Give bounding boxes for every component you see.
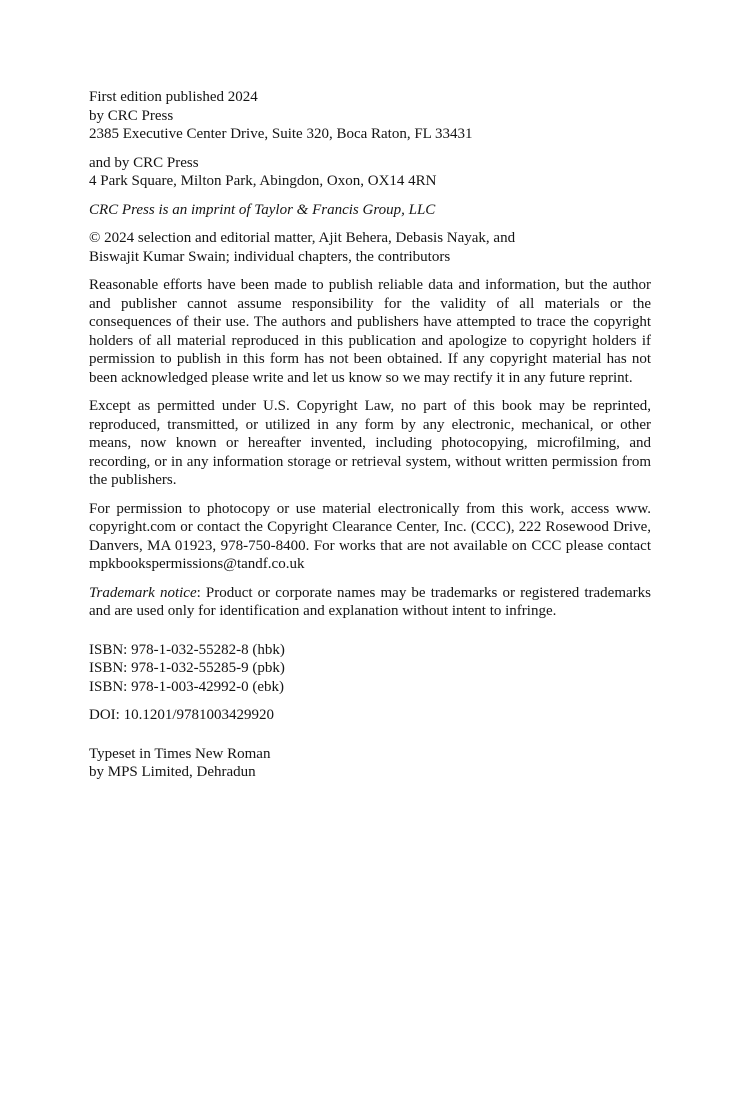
permissions-paragraph: For permission to photocopy or use material electronically from this work, access www. copyright.com or contact the Copyright Clearance Center, Inc. (CCC), 222 Rosewood Drive, Danvers, MA 01923, 978-750-8400. For works that are not available on CCC please contact mpkbookspermissions@tandf.co.uk bbox=[89, 500, 651, 572]
disclaimer-paragraph: Reasonable efforts have been made to publish reliable data and information, but the author and publisher cannot assume responsibility for the validity of all materials or the consequences of their use. The authors and publishers have attempted to trace the copyright holders of all material reproduced in this publication and apologize to copyright holders if permission to publish in this form has not been obtained. If any copyright material has not been acknowledged please write and let us know so we may rectify it in any future reprint. bbox=[89, 277, 651, 386]
trademark-label: Trademark notice bbox=[89, 584, 197, 601]
imprint-statement: CRC Press is an imprint of Taylor & Francis Group, LLC bbox=[89, 201, 436, 218]
publisher-address: 2385 Executive Center Drive, Suite 320, Boca Raton, FL 33431 bbox=[89, 126, 473, 142]
second-publisher-address: 4 Park Square, Milton Park, Abingdon, Oxon, OX14 4RN bbox=[89, 173, 437, 189]
isbn-list bbox=[89, 641, 651, 697]
publisher-line: by CRC Press bbox=[89, 107, 174, 124]
second-publisher-line: and by CRC Press bbox=[89, 154, 199, 171]
typeset-line-1: Typeset in Times New Roman bbox=[89, 745, 271, 762]
isbn-pbk: ISBN: 978-1-032-55285-9 (pbk) bbox=[89, 660, 285, 676]
isbn-hbk: ISBN: 978-1-032-55282-8 (hbk) bbox=[89, 641, 285, 658]
copyright-statement bbox=[89, 229, 651, 266]
copyright-law-paragraph: Except as permitted under U.S. Copyright Law, no part of this book may be reprinted, reproduced, transmitted, or utilized in any form by any electronic, mechanical, or other means, now known or hereafter invented, including photocopying, microfilming, and recording, or in any information storage or retrieval system, without written permission from the publishers. bbox=[89, 398, 651, 488]
typeset-line-2: by MPS Limited, Dehradun bbox=[89, 764, 256, 780]
isbn-ebk: ISBN: 978-1-003-42992-0 (ebk) bbox=[89, 678, 284, 695]
typeset-info bbox=[89, 745, 651, 782]
second-publisher-info bbox=[89, 154, 651, 191]
copyright-line-1: © 2024 selection and editorial matter, Ajit Behera, Debasis Nayak, and bbox=[89, 230, 516, 246]
publication-info bbox=[89, 88, 651, 144]
copyright-line-2: Biswajit Kumar Swain; individual chapters, the contributors bbox=[89, 248, 451, 265]
copyright-page bbox=[89, 88, 651, 782]
trademark-text: : Product or corporate names may be trademarks or registered trademarks and are used only for identification and explanation without intent to infringe. bbox=[89, 584, 651, 619]
edition-line: First edition published 2024 bbox=[89, 89, 258, 105]
trademark-notice bbox=[89, 584, 651, 621]
doi-line: DOI: 10.1201/9781003429920 bbox=[89, 707, 274, 723]
